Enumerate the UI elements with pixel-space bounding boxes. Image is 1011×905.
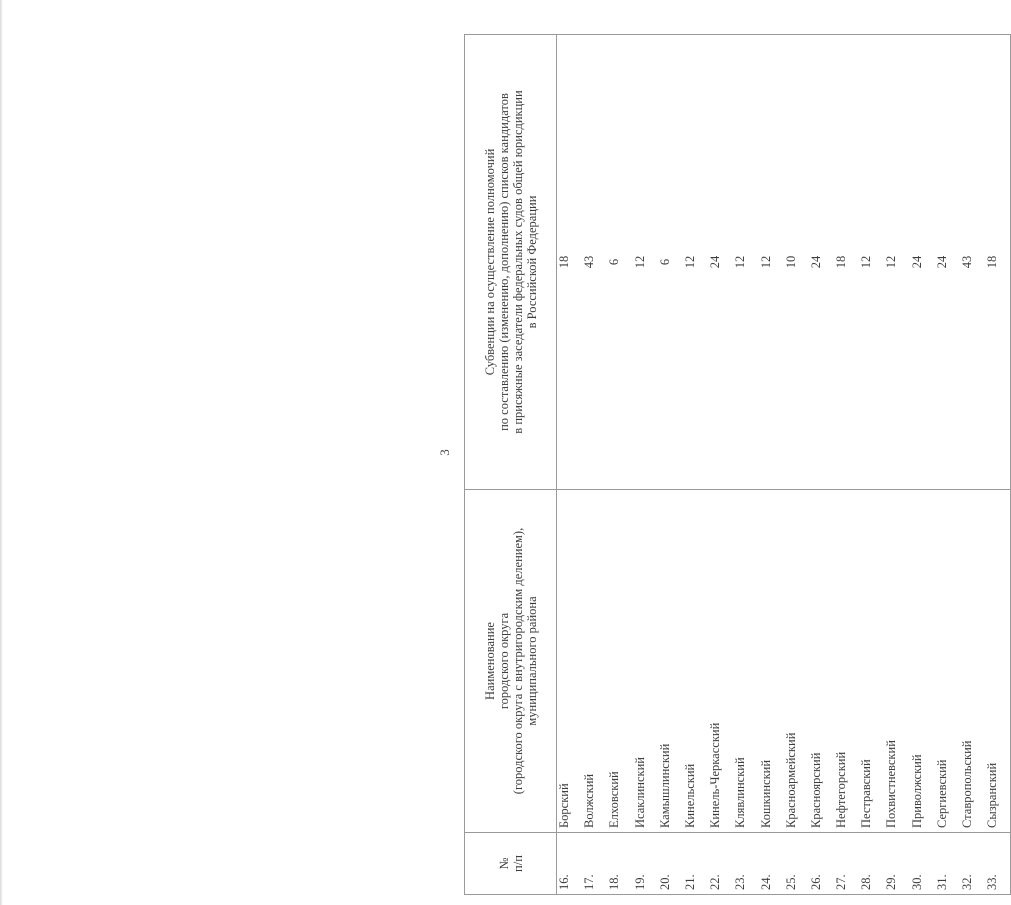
table-row xyxy=(733,35,758,895)
row-subsidy-value: 12 xyxy=(759,35,784,490)
row-district-name: Сызранский xyxy=(985,490,1011,833)
table-row xyxy=(859,35,884,895)
row-number: 32. xyxy=(960,833,985,895)
table-row xyxy=(708,35,733,895)
table-row xyxy=(607,35,632,895)
row-subsidy-value: 12 xyxy=(683,35,708,490)
row-district-name: Красноармейский xyxy=(784,490,809,833)
table-row xyxy=(960,35,985,895)
header-number-line: № xyxy=(496,857,511,870)
table-row xyxy=(784,35,809,895)
row-subsidy-value: 12 xyxy=(733,35,758,490)
row-number: 20. xyxy=(658,833,683,895)
row-subsidy-value: 10 xyxy=(784,35,809,490)
table-row xyxy=(683,35,708,895)
row-district-name: Волжский xyxy=(582,490,607,833)
row-subsidy-value: 12 xyxy=(884,35,909,490)
row-subsidy-value: 12 xyxy=(633,35,658,490)
row-number: 17. xyxy=(582,833,607,895)
row-subsidy-value: 18 xyxy=(557,35,583,490)
row-district-name: Елховский xyxy=(607,490,632,833)
row-district-name: Камышлинский xyxy=(658,490,683,833)
row-district-name: Исаклинский xyxy=(633,490,658,833)
row-number: 19. xyxy=(633,833,658,895)
row-number: 18. xyxy=(607,833,632,895)
table-row xyxy=(582,35,607,895)
row-number: 27. xyxy=(834,833,859,895)
page-number: 3 xyxy=(437,449,452,456)
table-row xyxy=(759,35,784,895)
row-subsidy-value: 24 xyxy=(708,35,733,490)
header-value-line: в присяжные заседатели федеральных судов общей юрисдикции xyxy=(510,90,525,434)
row-subsidy-value: 24 xyxy=(935,35,960,490)
row-subsidy-value: 43 xyxy=(582,35,607,490)
header-name xyxy=(465,490,557,833)
row-district-name: Похвистневский xyxy=(884,490,909,833)
row-subsidy-value: 6 xyxy=(607,35,632,490)
header-name-line: (городского округа с внутригородским делением), xyxy=(510,527,525,795)
table-row xyxy=(834,35,859,895)
header-value-line: Субвенции на осуществление полномочий xyxy=(482,148,497,376)
row-district-name: Кинель-Черкасский xyxy=(708,490,733,833)
row-district-name: Клявлинский xyxy=(733,490,758,833)
header-number-line: п/п xyxy=(510,855,525,872)
table-row xyxy=(884,35,909,895)
row-number: 33. xyxy=(985,833,1011,895)
table-row xyxy=(985,35,1011,895)
row-district-name: Нефтегорский xyxy=(834,490,859,833)
table-row xyxy=(658,35,683,895)
header-value xyxy=(465,35,557,490)
header-value-line: по составлению (изменению, дополнению) списков кандидатов xyxy=(496,93,511,431)
table-row xyxy=(910,35,935,895)
row-district-name: Красноярский xyxy=(809,490,834,833)
row-number: 23. xyxy=(733,833,758,895)
row-subsidy-value: 18 xyxy=(834,35,859,490)
row-district-name: Кошкинский xyxy=(759,490,784,833)
row-number: 28. xyxy=(859,833,884,895)
row-subsidy-value: 24 xyxy=(910,35,935,490)
row-number: 31. xyxy=(935,833,960,895)
header-value-line: в Российской Федерации xyxy=(524,195,539,329)
row-number: 30. xyxy=(910,833,935,895)
row-number: 29. xyxy=(884,833,909,895)
table-header-row xyxy=(465,35,557,895)
header-name-line: муниципального района xyxy=(524,596,539,726)
row-subsidy-value: 18 xyxy=(985,35,1011,490)
row-number: 26. xyxy=(809,833,834,895)
header-name-line: Наименование xyxy=(482,622,497,700)
row-district-name: Пестравский xyxy=(859,490,884,833)
header-name-line: городского округа xyxy=(496,612,511,710)
row-subsidy-value: 43 xyxy=(960,35,985,490)
row-subsidy-value: 6 xyxy=(658,35,683,490)
row-district-name: Кинельский xyxy=(683,490,708,833)
row-subsidy-value: 24 xyxy=(809,35,834,490)
table-row xyxy=(935,35,960,895)
row-district-name: Борский xyxy=(557,490,583,833)
table-row xyxy=(809,35,834,895)
row-number: 25. xyxy=(784,833,809,895)
row-number: 22. xyxy=(708,833,733,895)
row-number: 21. xyxy=(683,833,708,895)
row-subsidy-value: 12 xyxy=(859,35,884,490)
row-number: 24. xyxy=(759,833,784,895)
row-district-name: Сергиевский xyxy=(935,490,960,833)
subsidy-table xyxy=(464,34,1011,895)
header-number xyxy=(465,833,557,895)
row-number: 16. xyxy=(557,833,583,895)
table-row xyxy=(633,35,658,895)
row-district-name: Приволжский xyxy=(910,490,935,833)
table-row xyxy=(557,35,583,895)
row-district-name: Ставропольский xyxy=(960,490,985,833)
